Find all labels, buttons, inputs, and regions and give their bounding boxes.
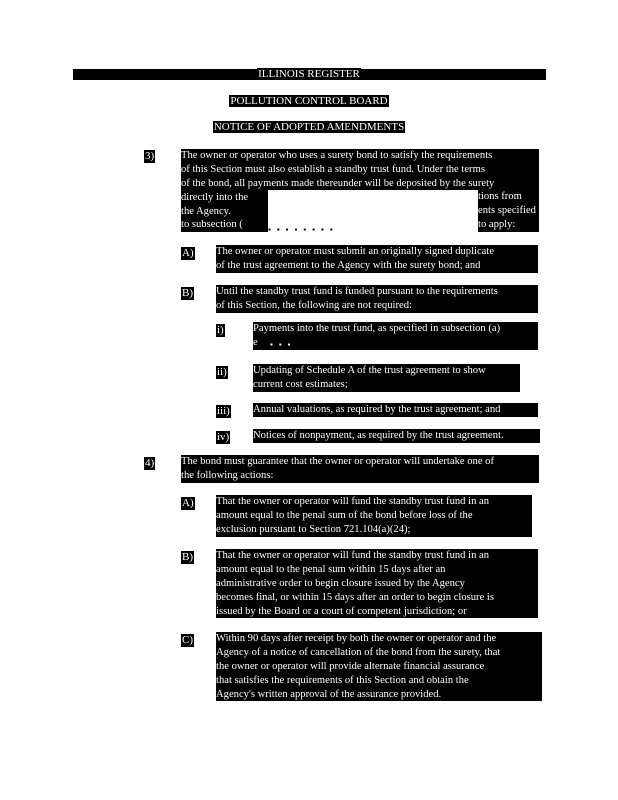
item-3-text: The owner or operator who uses a surety bond to satisfy the requirements of this Section must also establish a standby trust fund. Under the terms of the bond, all payments made thereunder will be deposited by the surety directly into the the Agency. to subsection ( <box>181 149 539 232</box>
item-3bii-label: ii) <box>217 366 227 378</box>
item-4a-label: A) <box>182 497 194 509</box>
item-4b-label: B) <box>182 551 193 563</box>
item-3biv-label: iv) <box>217 431 230 443</box>
notice-title: NOTICE OF ADOPTED AMENDMENTS <box>213 121 405 133</box>
item-4-text: The bond must guarantee that the owner or operator will undertake one of the following actions: <box>181 455 539 483</box>
item-3bii-text: Updating of Schedule A of the trust agreement to show current cost estimates; <box>253 364 520 392</box>
item-3bi-text: Payments into the trust fund, as specified in subsection (a) e <box>253 322 538 350</box>
item-4c-label: C) <box>182 634 193 646</box>
board-title: POLLUTION CONTROL BOARD <box>230 95 388 107</box>
item-3a-text: The owner or operator must submit an originally signed duplicate of the trust agreement to the Agency with the surety bond; and <box>216 245 538 273</box>
item-4c-text: Within 90 days after receipt by both the owner or operator and the Agency of a notice of cancellation of the bond from the surety, that the owner or operator will provide alternate financial assurance that satisfies the requirements of this Section and obtain the Agency's written approval of the assurance provided. <box>216 632 542 701</box>
item-3-tail: tions from ents specified to apply: <box>478 190 539 232</box>
item-3bi-label: i) <box>217 324 224 336</box>
item-3biv-text: Notices of nonpayment, as required by the trust agreement. <box>253 429 540 443</box>
item-4a-text: That the owner or operator will fund the standby trust fund in an amount equal to the penal sum of the bond before loss of the exclusion pursuant to Section 721.104(a)(24); <box>216 495 532 537</box>
item-3b-label: B) <box>182 287 193 299</box>
redaction-dots: ▪ ▪ ▪ ▪ ▪ ▪ ▪ ▪ <box>268 225 335 234</box>
item-3b-text: Until the standby trust fund is funded pursuant to the requirements of this Section, the following are not required: <box>216 285 538 313</box>
item-3bi-dots: ▪ ▪ ▪ <box>270 340 293 349</box>
item-4b-text: That the owner or operator will fund the standby trust fund in an amount equal to the penal sum within 15 days after an administrative order to begin closure issued by the Agency becomes final, or within 15 days after an order to begin closure is issued by the Board or a court of competent jurisdiction; or <box>216 549 538 618</box>
item-3biii-label: iii) <box>217 405 230 417</box>
item-3-label: 3) <box>145 150 155 162</box>
item-3a-label: A) <box>182 247 194 259</box>
register-title: ILLINOIS REGISTER <box>258 68 360 80</box>
item-4-label: 4) <box>145 457 155 469</box>
item-3biii-text: Annual valuations, as required by the trust agreement; and <box>253 403 538 417</box>
